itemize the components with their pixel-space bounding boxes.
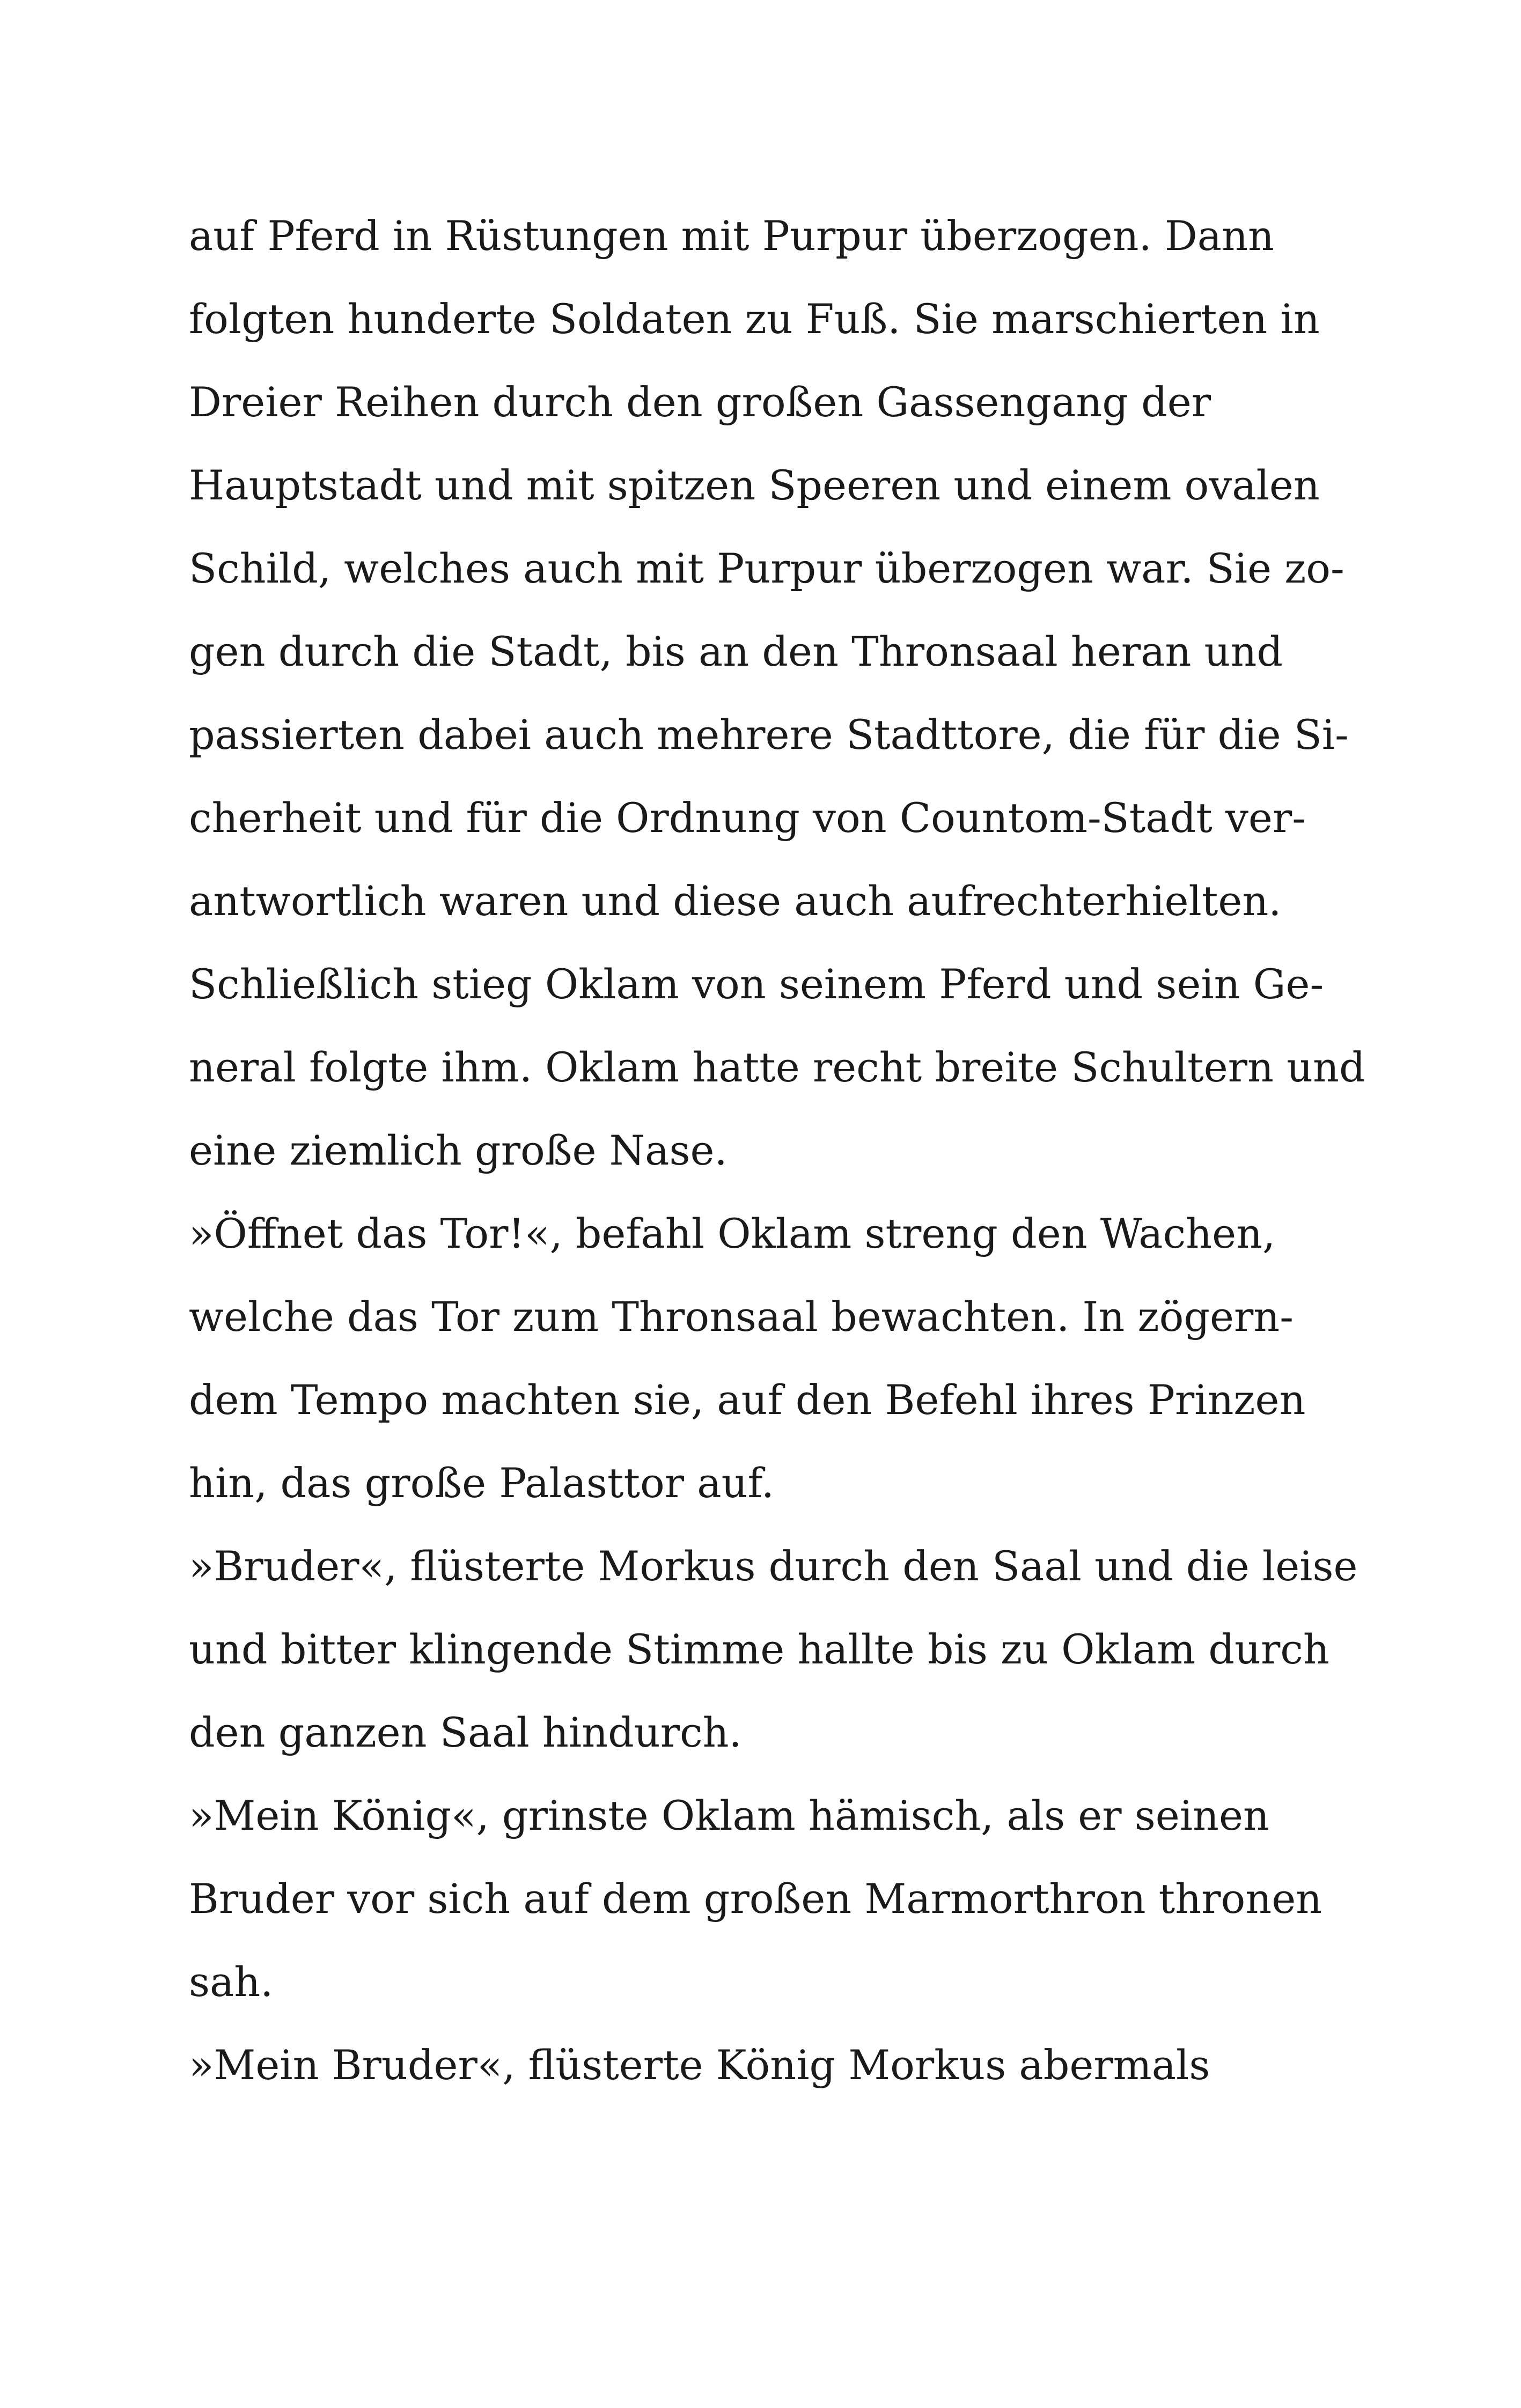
text-line: »Öffnet das Tor!«, befahl Oklam streng den Wachen, [189,1210,1276,1257]
text-line: hin, das große Palasttor auf. [189,1459,775,1507]
text-line: sah. [189,1958,274,2006]
text-line: antwortlich waren und diese auch aufrechterhielten. [189,877,1282,925]
text-line: »Bruder«, flüsterte Morkus durch den Saal und die leise [189,1542,1358,1590]
text-line: cherheit und für die Ordnung von Countom-Stadt ver- [189,794,1306,842]
text-line: und bitter klingende Stimme hallte bis zu Oklam durch [189,1625,1329,1673]
text-line: Bruder vor sich auf dem großen Marmorthron thronen [189,1875,1322,1923]
text-line: den ganzen Saal hindurch. [189,1709,742,1756]
text-line: Schließlich stieg Oklam von seinem Pferd und sein Ge- [189,960,1324,1008]
text-line: passierten dabei auch mehrere Stadttore, die für die Si- [189,711,1349,759]
text-line: eine ziemlich große Nase. [189,1126,728,1174]
text-line: »Mein König«, grinste Oklam hämisch, als er seinen [189,1792,1269,1839]
text-line: gen durch die Stadt, bis an den Thronsaal heran und [189,628,1283,675]
text-line: »Mein Bruder«, flüsterte König Morkus abermals [189,2041,1210,2089]
text-line: Dreier Reihen durch den großen Gassengang der [189,378,1211,426]
text-line: dem Tempo machten sie, auf den Befehl ihres Prinzen [189,1376,1306,1424]
text-line: Hauptstadt und mit spitzen Speeren und einem ovalen [189,461,1320,509]
text-line: welche das Tor zum Thronsaal bewachten. In zögern- [189,1293,1294,1341]
text-line: auf Pferd in Rüstungen mit Purpur überzogen. Dann [189,212,1274,260]
text-line: folgten hunderte Soldaten zu Fuß. Sie marschierten in [189,295,1320,343]
text-line: neral folgte ihm. Oklam hatte recht breite Schultern und [189,1043,1365,1091]
text-line: Schild, welches auch mit Purpur überzogen war. Sie zo- [189,544,1344,592]
body-text [189,212,1365,2124]
